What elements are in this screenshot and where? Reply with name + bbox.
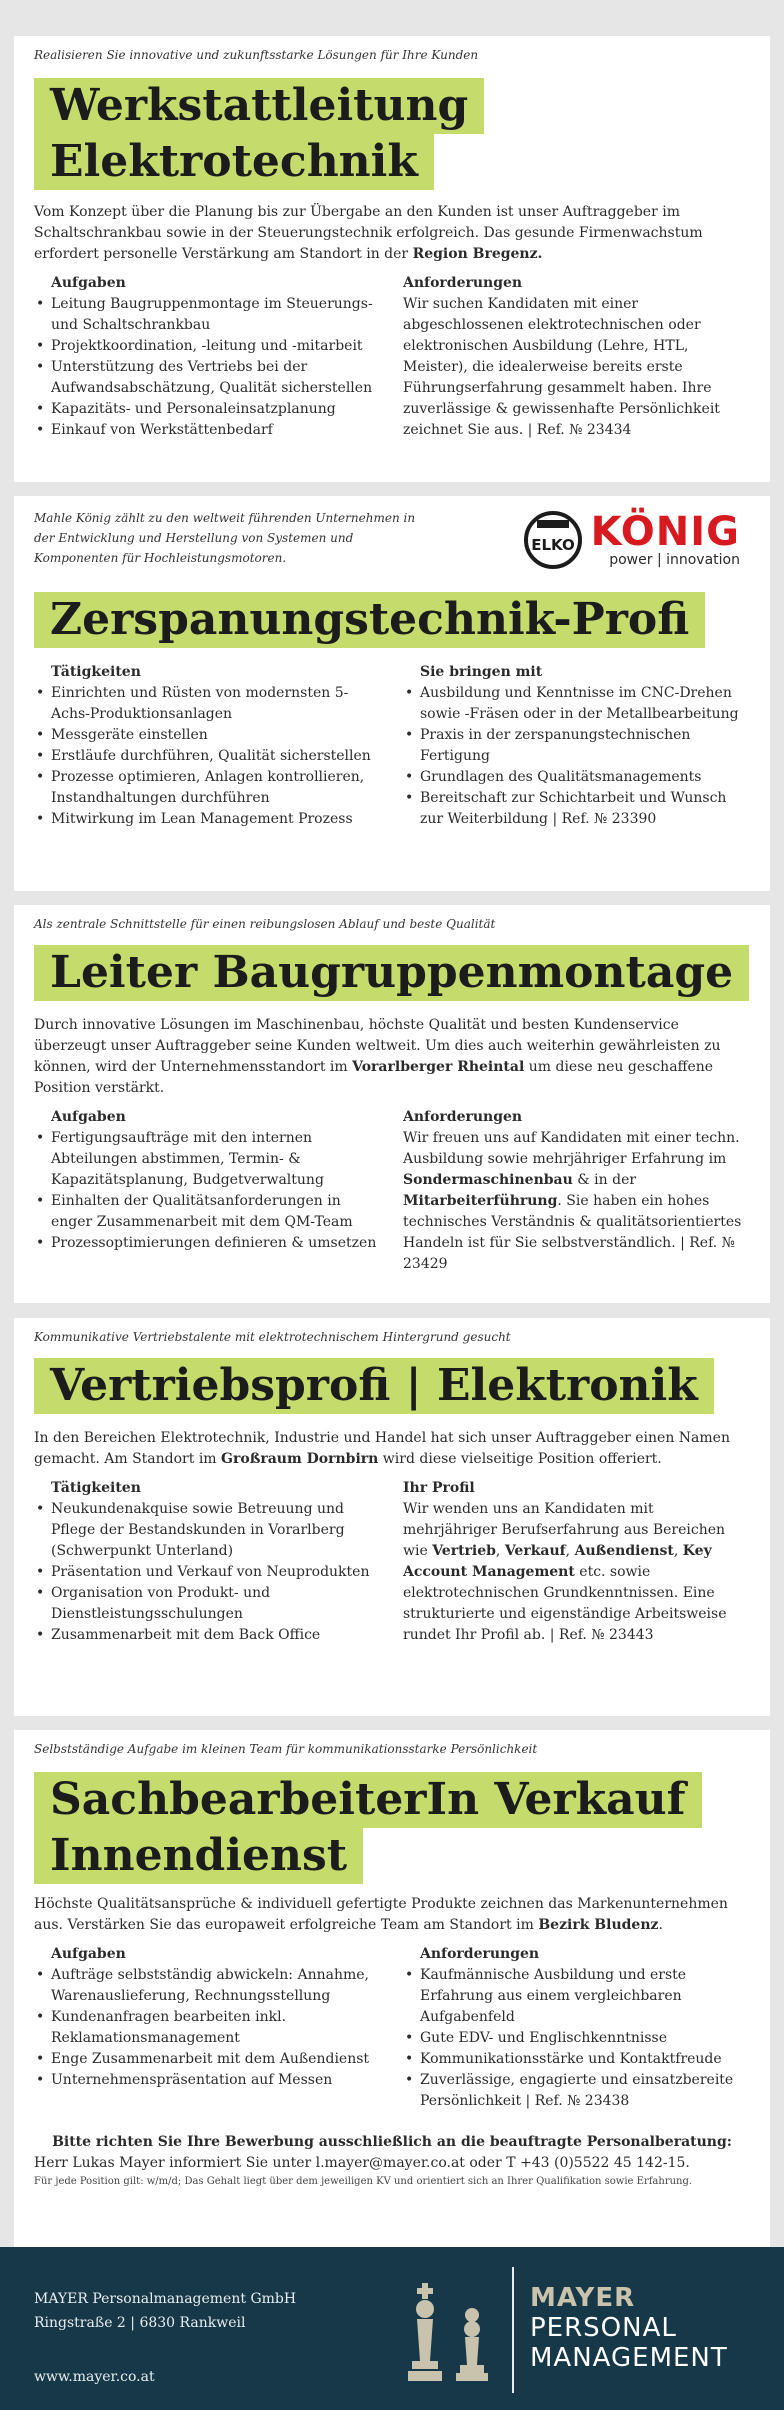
list-item: • Neukundenakquise sowie Betreuung und Pflege der Bestandskunden in Vorarlberg (Schwerpunkt Unterland): [34, 1499, 381, 1562]
ad-tagline: Als zentrale Schnittstelle für einen reibungslosen Ablauf und beste Qualität: [34, 917, 496, 931]
brand-name: KÖNIG: [590, 509, 740, 555]
column-heading: Anforderungen: [403, 275, 523, 291]
task-list: [34, 1128, 381, 1254]
ad-tagline: Mahle König zählt zu den weltweit führenden Unternehmen in der Entwicklung und Herstellung von Systemen und Komponenten für Hochleistungsmotoren.: [34, 511, 416, 565]
ad-title-line: SachbearbeiterIn Verkauf: [34, 1772, 702, 1828]
requirements-list: [403, 683, 750, 830]
contact-line[interactable]: Herr Lukas Mayer informiert Sie unter l.mayer@mayer.co.at oder T +43 (0)5522 45 142-15.: [34, 2155, 690, 2171]
list-item: • Praxis in der zerspanungstechnischen Fertigung: [403, 725, 750, 767]
ad-columns: [34, 1478, 750, 1646]
list-item: • Kommunikationsstärke und Kontaktfreude: [403, 2049, 750, 2070]
application-heading: Bitte richten Sie Ihre Bewerbung ausschließlich an die beauftragte Personalberatung:: [52, 2134, 732, 2150]
brand-claim: power | innovation: [609, 552, 740, 568]
task-list: [34, 294, 381, 441]
list-item: • Einhalten der Qualitätsanforderungen in enger Zusammenarbeit mit dem QM-Team: [34, 1191, 381, 1233]
ad-title: [34, 78, 750, 190]
ad-left-column: [34, 1478, 381, 1646]
task-list: [34, 1965, 381, 2091]
ad-intro: In den Bereichen Elektrotechnik, Industrie und Handel hat sich unser Auftraggeber einen Namen gemacht. Am Standort im Großraum Dornbirn wird diese vielseitige Position offeriert.: [34, 1430, 730, 1467]
footer: [0, 2247, 784, 2410]
list-item: • Unterstützung des Vertriebs bei der Aufwandsabschätzung, Qualität sicherstellen: [34, 357, 381, 399]
ad-columns: [34, 1107, 750, 1275]
ad-intro: Vom Konzept über die Planung bis zur Übergabe an den Kunden ist unser Auftraggeber im Schaltschrankbau sowie in der Steuerungstechnik erfolgreich. Das gesunde Firmenwachstum erfordert personelle Verstärkung am Standort in der Region Bregenz.: [34, 204, 703, 262]
mayer-logo: [530, 2283, 728, 2373]
list-item: • Bereitschaft zur Schichtarbeit und Wunsch zur Weiterbildung | Ref. № 23390: [403, 788, 750, 830]
column-heading: Ihr Profil: [403, 1480, 475, 1496]
requirements-text: Wir wenden uns an Kandidaten mit mehrjähriger Berufserfahrung aus Bereichen wie Vertrieb, Verkauf, Außendienst, Key Account Management etc. sowie elektrotechnischen Grundkenntnissen. Eine strukturierte und eigenständige Arbeitsweise rundet Ihr Profil ab. | Ref. № 23443: [403, 1501, 727, 1643]
ad-title-line: Vertriebsprofi | Elektronik: [34, 1358, 714, 1414]
ad-title: [34, 1358, 750, 1414]
task-list: [34, 1499, 381, 1646]
ad-right-column: [403, 662, 750, 830]
column-heading: Aufgaben: [51, 1109, 126, 1125]
ad-tagline: Selbstständige Aufgabe im kleinen Team für kommunikationsstarke Persönlichkeit: [34, 1742, 538, 1756]
ad-title-line: Leiter Baugruppenmontage: [34, 945, 749, 1001]
ad-columns: [34, 273, 750, 441]
ad-left-column: [34, 1107, 381, 1275]
koenig-wordmark: [590, 509, 740, 568]
list-item: • Mitwirkung im Lean Management Prozess: [34, 809, 381, 830]
ad-title-line: Zerspanungstechnik-Profi: [34, 592, 705, 648]
list-item: • Prozesse optimieren, Anlagen kontrollieren, Instandhaltungen durchführen: [34, 767, 381, 809]
list-item: • Aufträge selbstständig abwickeln: Annahme, Warenauslieferung, Rechnungsstellung: [34, 1965, 381, 2007]
list-item: • Zusammenarbeit mit dem Back Office: [34, 1625, 381, 1646]
ad-left-column: [34, 662, 381, 830]
requirements-text: Wir freuen uns auf Kandidaten mit einer techn. Ausbildung sowie mehrjähriger Erfahrung im Sondermaschinenbau & in der Mitarbeiterführung. Sie haben ein hohes technisches Verständnis & qualitätsorientiertes Handeln ist für Sie selbstverständlich. | Ref. № 23429: [403, 1130, 742, 1272]
ad-left-column: [34, 273, 381, 441]
ad-tagline: Kommunikative Vertriebstalente mit elektrotechnischem Hintergrund gesucht: [34, 1330, 511, 1344]
brand-line: PERSONAL: [530, 2313, 677, 2343]
list-item: • Erstläufe durchführen, Qualität sicherstellen: [34, 746, 381, 767]
column-heading: Anforderungen: [420, 1946, 540, 1962]
list-item: • Präsentation und Verkauf von Neuprodukten: [34, 1562, 381, 1583]
company-name: MAYER Personalmanagement GmbH: [34, 2291, 297, 2307]
ad-intro: Höchste Qualitätsansprüche & individuell gefertigte Produkte zeichnen das Markenunternehmen aus. Verstärken Sie das europaweit erfolgreiche Team am Standort im Bezirk Bludenz.: [34, 1896, 728, 1933]
list-item: • Grundlagen des Qualitätsmanagements: [403, 767, 750, 788]
column-heading: Aufgaben: [51, 1946, 126, 1962]
list-item: • Fertigungsaufträge mit den internen Abteilungen abstimmen, Termin- & Kapazitätsplanung, Budgetverwaltung: [34, 1128, 381, 1191]
job-ad-werkstattleitung: [14, 36, 770, 482]
list-item: • Kundenanfragen bearbeiten inkl. Reklamationsmanagement: [34, 2007, 381, 2049]
list-item: • Prozessoptimierungen definieren & umsetzen: [34, 1233, 381, 1254]
column-heading: Sie bringen mit: [420, 664, 543, 680]
ad-right-column: [403, 1944, 750, 2112]
job-ad-zerspanung: [14, 496, 770, 891]
brand-line: MANAGEMENT: [530, 2343, 728, 2373]
list-item: • Zuverlässige, engagierte und einsatzbereite Persönlichkeit | Ref. № 23438: [403, 2070, 750, 2112]
street-address: Ringstraße 2 | 6830 Rankweil: [34, 2315, 246, 2331]
ad-right-column: [403, 1478, 750, 1646]
chess-pieces-icon: [400, 2277, 500, 2397]
ad-title: [34, 592, 750, 648]
ad-title-line: Elektrotechnik: [34, 134, 434, 190]
job-ad-vertrieb: [14, 1318, 770, 1716]
list-item: • Einrichten und Rüsten von modernsten 5-Achs-Produktionsanlagen: [34, 683, 381, 725]
job-ad-sachbearbeiter: [14, 1730, 770, 2247]
footer-address: [34, 2287, 296, 2335]
column-heading: Tätigkeiten: [51, 1480, 141, 1496]
ad-title-line: Innendienst: [34, 1828, 363, 1884]
list-item: • Unternehmenspräsentation auf Messen: [34, 2070, 381, 2091]
requirements-text: Wir suchen Kandidaten mit einer abgeschlossenen elektrotechnischen oder elektronischen Ausbildung (Lehre, HTL, Meister), die idealerweise bereits erste Führungserfahrung gesammelt haben. Ihre zuverlässige & gewissenhafte Persönlichkeit zeichnet Sie aus. | Ref. № 23434: [403, 296, 720, 438]
ad-tagline: Realisieren Sie innovative und zukunftsstarke Lösungen für Ihre Kunden: [34, 48, 479, 62]
ad-intro: Durch innovative Lösungen im Maschinenbau, höchste Qualität und besten Kundenservice überzeugt unser Auftraggeber seine Kunden weltweit. Um dies auch weiterhin gewährleisten zu können, wird der Unternehmensstandort im Vorarlberger Rheintal um diese neu geschaffene Position verstärkt.: [34, 1017, 721, 1096]
list-item: • Ausbildung und Kenntnisse im CNC-Drehen sowie -Fräsen oder in der Metallbearbeitung: [403, 683, 750, 725]
ad-right-column: [403, 1107, 750, 1275]
column-heading: Anforderungen: [403, 1109, 523, 1125]
application-info: [34, 2132, 750, 2190]
ad-title: [34, 1772, 750, 1884]
footer-divider: [512, 2267, 514, 2393]
requirements-list: [403, 1965, 750, 2112]
brand-line: MAYER: [530, 2283, 636, 2313]
ad-title-line: Werkstattleitung: [34, 78, 484, 134]
list-item: • Organisation von Produkt- und Dienstleistungsschulungen: [34, 1583, 381, 1625]
elko-logo-icon: [523, 510, 583, 570]
list-item: • Gute EDV- und Englischkenntnisse: [403, 2028, 750, 2049]
column-heading: Tätigkeiten: [51, 664, 141, 680]
list-item: • Messgeräte einstellen: [34, 725, 381, 746]
list-item: • Kapazitäts- und Personaleinsatzplanung: [34, 399, 381, 420]
column-heading: Aufgaben: [51, 275, 126, 291]
ad-title: [34, 945, 750, 1001]
job-ad-baugruppenmontage: [14, 905, 770, 1303]
list-item: • Projektkoordination, -leitung und -mitarbeit: [34, 336, 381, 357]
list-item: • Leitung Baugruppenmontage im Steuerungs- und Schaltschrankbau: [34, 294, 381, 336]
list-item: • Enge Zusammenarbeit mit dem Außendienst: [34, 2049, 381, 2070]
ad-columns: [34, 662, 750, 830]
ad-right-column: [403, 273, 750, 441]
website-link[interactable]: www.mayer.co.at: [34, 2369, 155, 2385]
task-list: [34, 683, 381, 830]
legal-note: Für jede Position gilt: w/m/d; Das Gehalt liegt über dem jeweiligen KV und orientiert sich an Ihrer Qualifikation sowie Erfahrung.: [34, 2176, 693, 2187]
list-item: • Kaufmännische Ausbildung und erste Erfahrung aus einem vergleichbaren Aufgabenfeld: [403, 1965, 750, 2028]
ad-left-column: [34, 1944, 381, 2112]
koenig-logo: [523, 510, 740, 570]
svg-text:ELKO: ELKO: [530, 536, 575, 554]
list-item: • Einkauf von Werkstättenbedarf: [34, 420, 381, 441]
ad-columns: [34, 1944, 750, 2112]
